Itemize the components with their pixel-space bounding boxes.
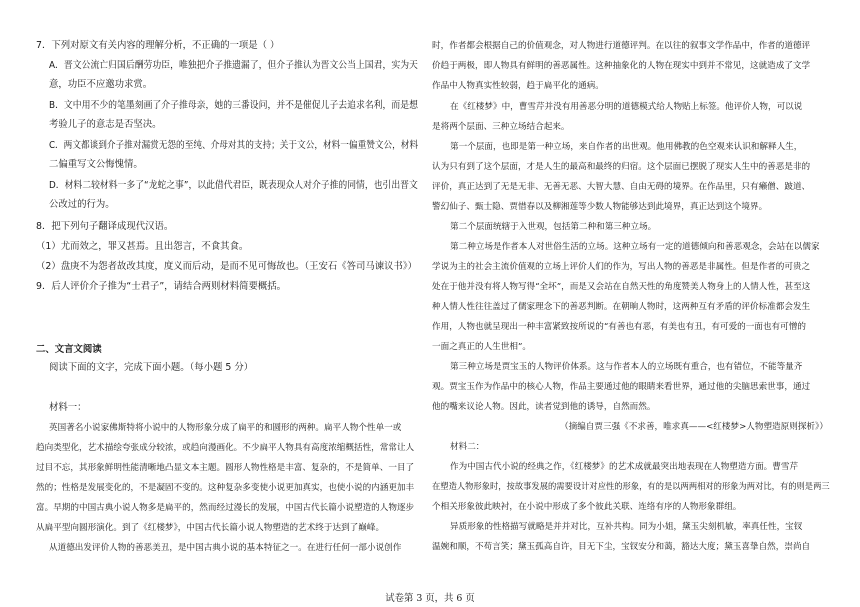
q8-stem: 8．把下列句子翻译成现代汉语。: [36, 221, 174, 232]
q7-option-b: B．文中用不少的笔墨刻画了介子推母亲，她的三番设问，并不是催促儿子去追求名利，而是想: [49, 100, 418, 111]
material-one-line: 趋向类型化，艺术描绘夸张成分较浓，或趋向漫画化。不少扁平人物具有高度浓缩概括性，常常让人: [36, 443, 415, 453]
text-line: 第二个层面统辖于入世观，包括第二种和第三种立场。: [450, 222, 657, 232]
text-line: 价趋于两极，即人物具有鲜明的善恶属性。这种抽象化的人物在现实中到并不常见，这就造成了文学: [432, 61, 811, 71]
text-line: 第一个层面，也即是第一种立场，来自作者的出世观。他用佛教的色空观来认识和解释人生，: [450, 142, 803, 152]
text-line: 作用，人物也就呈现出一种丰富紧致按所说的“有善也有恶，有美也有丑，有可爱的一面也有可憎的: [432, 322, 806, 332]
page-footer: 试卷第 3 页，共 6 页: [385, 593, 475, 604]
text-line: 在《红楼梦》中，曹雪芹并没有用善恶分明的道德模式给人物贴上标签。他评价人物，可以说: [450, 102, 803, 112]
text-line: 第二种立场是作者本人对世俗生活的立场。这种立场有一定的道德倾向和善恶观念，会站在以儒家: [450, 242, 820, 252]
material-one-line: 从道德出发评价人物的善恶美丑，是中国古典小说的基本特征之一。在进行任何一部小说创作: [49, 543, 402, 553]
q9-stem: 9．后人评价介子推为“士君子”，请结合两则材料简要概括。: [36, 281, 287, 292]
text-line: 异质形象的性格描写就略是并并对比，互补共构。同为小姐，黛玉尖刻机敏，率真任性，宝钗: [450, 522, 803, 532]
text-line: 第三种立场是贾宝玉的人物评价体系。这与作者本人的立场既有重合，也有错位，不能等量齐: [450, 362, 803, 372]
q7-option-b-cont: 考验儿子的意志是否坚决。: [49, 119, 162, 130]
material-two-label: 材料二：: [450, 442, 485, 452]
text-line: 个相关形象彼此映衬，在小说中形成了多个彼此关联、连络有序的人物形象群组。: [432, 502, 742, 512]
text-line: 评价，真正达到了无是无非、无善无恶、大智大慧、自由无碍的境界。在作品里，只有癞僧、跛道、: [432, 182, 811, 192]
q7-option-c: C．两文都谈到介子推对漏赏无怨的至纯、介母对其的支持；关于文公，材料一偏重赞文公，材料: [49, 140, 419, 151]
reading-instruction: 阅读下面的文字，完成下面小题。（每小题 5 分）: [49, 362, 254, 373]
q7-option-a-cont: 意，功臣不应邀功求赏。: [49, 79, 153, 90]
material-one-line: 英国著名小说家佛斯特将小说中的人物形象分成了扁平的和圆形的两种。扁平人物个性单一或: [49, 423, 402, 433]
text-line: 是将两个层面、三种立场结合起来。: [432, 122, 570, 132]
text-line: 处在于他并没有将人物写得“全坏”，而是又会站在自然天性的角度赞美人物身上的人情人性，甚至这: [432, 282, 811, 292]
material-one-line: 然的；性格是发展变化的，不是凝固不变的。这种复杂多变使小说更加真实，也使小说的内涵更加丰: [36, 483, 415, 493]
text-line: 温婉和顺，不苟言笑；黛玉孤高自许，目无下尘，宝钗安分和蔼，豁达大度；黛玉喜挚自然，崇尚自: [432, 542, 811, 552]
material-one-label: 材料一：: [49, 402, 87, 413]
text-line: 一面之真正的人生世相”。: [432, 342, 531, 352]
q8-sentence-1: （1）尤而效之，罪又甚焉。且出怨言，不食其食。: [36, 241, 249, 252]
material-one-line: 从扁平型向圆形演化。到了《红楼梦》，中国古代长篇小说人物塑造的艺术终于达到了巅峰。: [36, 523, 385, 533]
q8-sentence-2: （2）盘庚不为怨者故改其度，度义而后动，是而不见可悔故也。（王安石《答司马谏议书》）: [36, 261, 417, 272]
q7-stem: 7．下列对原文有关内容的理解分析，不正确的一项是（ ）: [36, 40, 280, 51]
text-line: 作为中国古代小说的经典之作，《红楼梦》的艺术成就最突出地表现在人物塑造方面。曹雪芹: [450, 462, 799, 472]
text-line: 观。贾宝玉作为作品中的核心人物，作品主要通过他的眼睛来看世界，通过他的尖脑思索世事，通过: [432, 382, 811, 392]
text-line: 种人情人性往往盖过了儒家理念下的善恶判断。在朝晌人物时，这两种互有矛盾的评价标准都会发生: [432, 302, 811, 312]
text-line: 他的嘴来议论人物。因此，读者觉到他的诱导，自然而然。: [432, 402, 656, 412]
q7-option-d: D．材料二较材料一多了“龙蛇之事”，以此借代君臣，既表现众人对介子推的同情，也引出晋文: [49, 180, 418, 191]
text-line: 在塑造人物形象时，按故事发展的需要设计对应性的形象，有的是以两两相对的形象为两对比，有的则是两三: [432, 482, 830, 492]
section-heading: 二、文言文阅读: [36, 344, 102, 355]
q7-option-c-cont: 二偏重写文公悔愧情。: [49, 159, 143, 170]
text-line: 学说为主的社会主流价值观的立场上评价人们的作为，写出人物的善恶是非属性。但是作者的可贵之: [432, 262, 811, 272]
text-line: 警幻仙子、甄士隐、贾惜春以及柳湘莲等少数人物能够达到此境界，真正达到这个境界。: [432, 202, 768, 212]
q7-option-a: A．晋文公流亡归国后酬劳功臣，唯独把介子推遗漏了，但介子推认为晋文公当上国君，实为天: [49, 60, 418, 71]
q7-option-d-cont: 公改过的行为。: [49, 199, 115, 210]
text-line: 认为只有到了这个层面，才是人生的最高和最终的归宿。这个层面已摆脱了现实人生中的善恶是非的: [432, 162, 811, 172]
material-one-line: 富。早期的中国古典小说人物多是扁平的，然而经过漫长的发展，中国古代长篇小说塑造的人物逐步: [36, 503, 415, 513]
text-line: 作品中人物真实性较弱，趋于扁平化的通病。: [432, 81, 604, 91]
source-citation: （摘编自贾三强《不求善，唯求真——<红楼梦>人物塑造原则探析》）: [560, 422, 828, 432]
text-line: 时，作者都会根据自己的价值观念，对人物进行道德评判。在以往的叙事文学作品中，作者的道德评: [432, 41, 811, 51]
material-one-line: 过目不忘，其形象鲜明性能清晰地凸显文本主题。圆形人物性格是丰富、复杂的，不是简单、一目了: [36, 463, 415, 473]
